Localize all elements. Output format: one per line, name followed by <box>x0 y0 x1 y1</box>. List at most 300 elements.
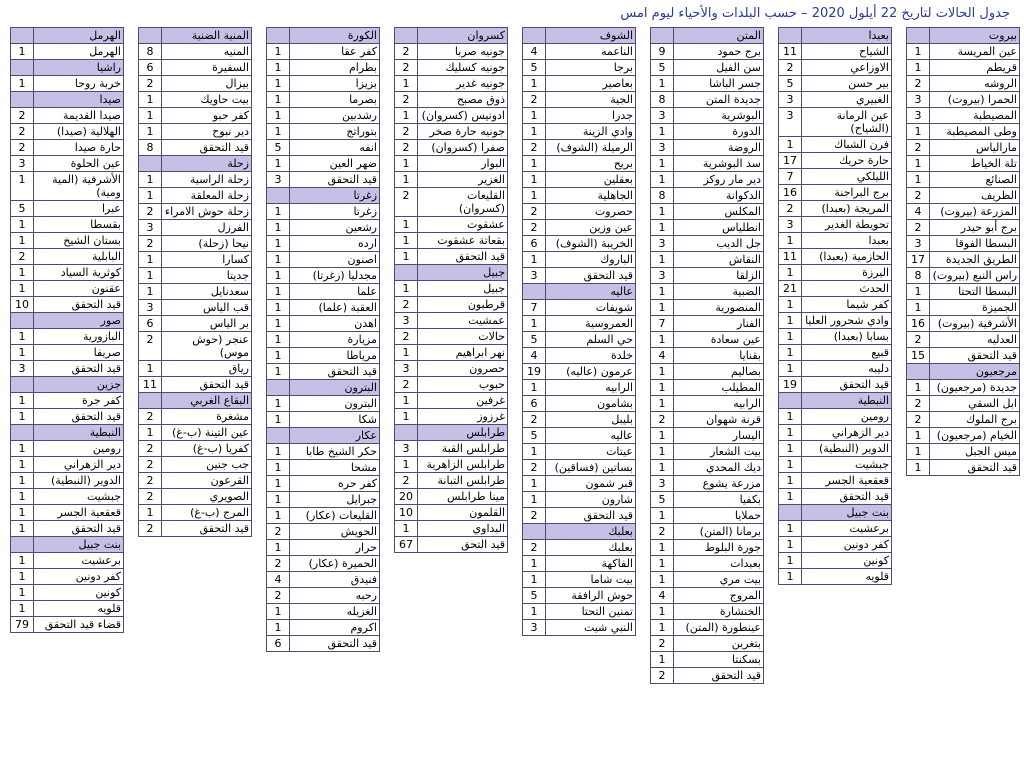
page-title: جدول الحالات لتاريخ 22 أيلول 2020 – حسب البلدات والأحياء ليوم امس <box>620 6 1010 21</box>
case-count <box>11 28 33 43</box>
case-count: 1 <box>786 570 794 583</box>
table-row <box>523 540 635 556</box>
region-header-row <box>395 28 507 44</box>
town-name: مرياطا <box>289 348 379 363</box>
case-count: 2 <box>530 141 538 154</box>
table-row <box>139 457 251 473</box>
table-row <box>651 268 763 284</box>
table-row <box>907 92 1019 108</box>
town-name: كوثرية السياد <box>33 265 123 280</box>
region-name: النبطية <box>801 393 891 408</box>
table-row <box>651 108 763 124</box>
table-row <box>907 316 1019 332</box>
town-name: كفر جرة <box>33 393 123 408</box>
table-row <box>651 92 763 108</box>
case-count: 5 <box>530 333 538 346</box>
table-row <box>139 332 251 361</box>
table-row <box>523 588 635 604</box>
table-row <box>523 460 635 476</box>
case-count: 17 <box>783 154 797 167</box>
town-name: عين المريسة <box>929 44 1019 59</box>
table-row <box>11 201 123 217</box>
table-row <box>395 233 507 249</box>
case-count: 11 <box>783 45 797 58</box>
table-row <box>651 604 763 620</box>
table-row <box>11 281 123 297</box>
table-row <box>11 553 123 569</box>
town-name: قيد التحقق <box>33 521 123 536</box>
table-row <box>267 156 379 172</box>
table-row <box>651 124 763 140</box>
town-name: الخريبة (الشوف) <box>545 236 635 251</box>
table-row <box>907 380 1019 396</box>
table-row <box>267 412 379 428</box>
case-count: 1 <box>658 397 666 410</box>
town-name: الحمرا (بيروت) <box>929 92 1019 107</box>
table-row <box>523 172 635 188</box>
case-count: 2 <box>402 45 410 58</box>
table-row <box>139 124 251 140</box>
town-name: القرعون <box>161 473 251 488</box>
region-header-row <box>139 28 251 44</box>
table-column-6 <box>266 27 380 652</box>
town-name: بر الياس <box>161 316 251 331</box>
town-name: عبرا <box>33 201 123 216</box>
case-count: 1 <box>402 346 410 359</box>
table-row <box>139 361 251 377</box>
case-count <box>11 313 33 328</box>
case-count: 1 <box>18 45 26 58</box>
table-row <box>651 636 763 652</box>
case-count: 1 <box>146 109 154 122</box>
region-name: المنية الضنية <box>161 28 251 43</box>
table-row <box>395 76 507 92</box>
case-count: 1 <box>786 554 794 567</box>
case-count <box>395 265 417 280</box>
town-name: عاليه <box>545 428 635 443</box>
town-name: الناعمه <box>545 44 635 59</box>
region-header-row <box>11 425 123 441</box>
region-header-row <box>395 425 507 441</box>
town-name: راس النبع (بيروت) <box>929 268 1019 283</box>
case-count: 1 <box>18 570 26 583</box>
town-name: القليعات (عكار) <box>289 508 379 523</box>
town-name: الهلالية (صيدا) <box>33 124 123 139</box>
town-name: جورة البلوط <box>673 540 763 555</box>
table-row <box>267 300 379 316</box>
case-count: 2 <box>146 490 154 503</box>
case-count: 6 <box>274 637 282 650</box>
town-name: حالات <box>417 329 507 344</box>
table-row <box>139 204 251 220</box>
case-count: 6 <box>146 61 154 74</box>
case-count: 2 <box>530 461 538 474</box>
table-row <box>395 172 507 188</box>
table-row <box>907 412 1019 428</box>
town-name: برعشيت <box>801 521 891 536</box>
town-name: المريجة (بعبدا) <box>801 201 891 216</box>
case-count: 1 <box>786 538 794 551</box>
case-count: 1 <box>146 253 154 266</box>
table-row <box>11 140 123 156</box>
case-count: 2 <box>146 458 154 471</box>
table-row <box>651 652 763 668</box>
table-row <box>779 329 891 345</box>
table-row <box>779 76 891 92</box>
case-count: 3 <box>530 269 538 282</box>
town-name: الزلقا <box>673 268 763 283</box>
case-count: 1 <box>658 285 666 298</box>
table-row <box>395 313 507 329</box>
case-count: 1 <box>146 362 154 375</box>
case-count <box>907 28 929 43</box>
region-header-row <box>267 428 379 444</box>
case-count: 1 <box>18 602 26 615</box>
region-name: طرابلس <box>417 425 507 440</box>
case-count <box>11 537 33 552</box>
region-header-row <box>139 393 251 409</box>
table-row <box>907 460 1019 475</box>
town-name: النبي شيت <box>545 620 635 635</box>
table-row <box>523 188 635 204</box>
town-name: المرج (ب-غ) <box>161 505 251 520</box>
case-count: 3 <box>402 442 410 455</box>
town-name: مينا طرابلس <box>417 489 507 504</box>
table-row <box>139 505 251 521</box>
case-count: 2 <box>146 333 154 346</box>
case-count: 1 <box>146 189 154 202</box>
table-column-4 <box>522 27 636 636</box>
case-count: 1 <box>18 234 26 247</box>
case-count: 1 <box>402 234 410 247</box>
town-name: بسابا (بعبدا) <box>801 329 891 344</box>
case-count: 5 <box>786 77 794 90</box>
town-name: علما <box>289 284 379 299</box>
table-row <box>139 92 251 108</box>
table-row <box>651 428 763 444</box>
table-row <box>907 268 1019 284</box>
town-name: اكروم <box>289 620 379 635</box>
table-row <box>779 409 891 425</box>
town-name: حوش الرافقة <box>545 588 635 603</box>
region-name: زحلة <box>161 156 251 171</box>
case-count: 3 <box>914 93 922 106</box>
town-name: البداوي <box>417 521 507 536</box>
table-row <box>523 108 635 124</box>
region-name: بنت جبيل <box>801 505 891 520</box>
town-name: المصيطبة <box>929 108 1019 123</box>
case-count: 7 <box>658 317 666 330</box>
case-count: 1 <box>18 282 26 295</box>
town-name: وطى المصيطبة <box>929 124 1019 139</box>
town-name: نيحا (زحلة) <box>161 236 251 251</box>
town-name: جونيه صربا <box>417 44 507 59</box>
town-name: الرابيه <box>545 380 635 395</box>
town-name: المنصورية <box>673 300 763 315</box>
case-count: 8 <box>658 93 666 106</box>
case-count: 3 <box>658 141 666 154</box>
table-row <box>651 188 763 204</box>
table-row <box>11 265 123 281</box>
case-count: 10 <box>15 298 29 311</box>
town-name: بصاليم <box>673 364 763 379</box>
table-row <box>11 393 123 409</box>
table-row <box>395 441 507 457</box>
case-count: 1 <box>18 77 26 90</box>
table-row <box>907 188 1019 204</box>
town-name: الدوير (النبطية) <box>33 473 123 488</box>
town-name: حصرون <box>417 361 507 376</box>
table-row <box>395 249 507 265</box>
region-name: النبطية <box>33 425 123 440</box>
case-count: 1 <box>914 61 922 74</box>
town-name: قبر شمون <box>545 476 635 491</box>
town-name: رياق <box>161 361 251 376</box>
case-count: 1 <box>658 173 666 186</box>
case-count: 1 <box>658 253 666 266</box>
case-count: 3 <box>274 173 282 186</box>
case-count: 1 <box>786 346 794 359</box>
town-name: اليرزة <box>801 265 891 280</box>
town-name: تمنين التحتا <box>545 604 635 619</box>
case-count: 2 <box>146 77 154 90</box>
town-name: رومين <box>801 409 891 424</box>
case-count: 1 <box>274 493 282 506</box>
town-name: حصروت <box>545 204 635 219</box>
case-count <box>139 28 161 43</box>
table-row <box>651 476 763 492</box>
town-name: بكفيا <box>673 492 763 507</box>
town-name: مجدليا (زغرتا) <box>289 268 379 283</box>
town-name: حارة صيدا <box>33 140 123 155</box>
table-row <box>139 284 251 300</box>
table-row <box>779 313 891 329</box>
town-name: بريح <box>545 156 635 171</box>
case-count: 1 <box>274 285 282 298</box>
case-count: 2 <box>402 298 410 311</box>
table-row <box>11 297 123 313</box>
town-name: بشامون <box>545 396 635 411</box>
case-count: 1 <box>274 349 282 362</box>
case-count: 1 <box>658 157 666 170</box>
town-name: بقسطا <box>33 217 123 232</box>
table-row <box>395 329 507 345</box>
case-count: 2 <box>402 378 410 391</box>
case-count: 1 <box>530 109 538 122</box>
table-row <box>267 396 379 412</box>
case-count: 1 <box>530 317 538 330</box>
table-row <box>523 348 635 364</box>
table-row <box>651 204 763 220</box>
town-name: خربة روحا <box>33 76 123 91</box>
table-row <box>267 236 379 252</box>
table-row <box>139 44 251 60</box>
town-name: جسر الباشا <box>673 76 763 91</box>
case-count: 3 <box>658 237 666 250</box>
region-name: صيدا <box>33 92 123 107</box>
town-name: صريفا <box>33 345 123 360</box>
table-row <box>907 140 1019 156</box>
case-count: 1 <box>18 586 26 599</box>
region-name: الكورة <box>289 28 379 43</box>
table-row <box>11 585 123 601</box>
case-count: 1 <box>274 605 282 618</box>
case-count: 20 <box>399 490 413 503</box>
table-row <box>395 537 507 552</box>
table-row <box>779 92 891 108</box>
table-row <box>11 601 123 617</box>
case-count: 5 <box>658 493 666 506</box>
case-count <box>779 393 801 408</box>
town-name: بزيزا <box>289 76 379 91</box>
case-count: 2 <box>146 474 154 487</box>
town-name: جبيل <box>417 281 507 296</box>
town-name: الروشه <box>929 76 1019 91</box>
case-count: 2 <box>402 141 410 154</box>
region-header-row <box>11 60 123 76</box>
town-name: ابل السقي <box>929 396 1019 411</box>
town-name: بعاصير <box>545 76 635 91</box>
case-count: 8 <box>146 141 154 154</box>
table-column-7 <box>138 27 252 537</box>
case-count <box>523 524 545 539</box>
town-name: العمروسية <box>545 316 635 331</box>
town-name: الحدث <box>801 281 891 296</box>
case-count: 3 <box>146 301 154 314</box>
case-count: 4 <box>530 349 538 362</box>
case-count: 1 <box>18 554 26 567</box>
town-name: قيد التحقق <box>33 409 123 424</box>
region-name: صور <box>33 313 123 328</box>
town-name: قيد التحقق <box>417 249 507 264</box>
table-row <box>11 345 123 361</box>
case-count: 1 <box>274 205 282 218</box>
region-name: الشوف <box>545 28 635 43</box>
case-count: 6 <box>530 397 538 410</box>
town-name: ذوق مصبح <box>417 92 507 107</box>
case-count: 3 <box>18 157 26 170</box>
table-row <box>139 268 251 284</box>
table-row <box>651 316 763 332</box>
table-row <box>651 172 763 188</box>
town-name: القليعات (كسروان) <box>417 188 507 216</box>
case-count: 1 <box>274 93 282 106</box>
region-name: بعلبك <box>545 524 635 539</box>
region-name: زغرتا <box>289 188 379 203</box>
case-count: 2 <box>914 77 922 90</box>
town-name: جديدة (مرجعيون) <box>929 380 1019 395</box>
town-name: رشعين <box>289 220 379 235</box>
table-row <box>11 156 123 172</box>
case-count: 1 <box>658 621 666 634</box>
town-name: دير الزهراني <box>801 425 891 440</box>
table-row <box>267 220 379 236</box>
town-name: بتغرين <box>673 636 763 651</box>
table-row <box>267 92 379 108</box>
town-name: شكا <box>289 412 379 427</box>
case-count: 1 <box>18 330 26 343</box>
case-count: 2 <box>402 93 410 106</box>
region-header-row <box>907 28 1019 44</box>
case-count: 2 <box>914 413 922 426</box>
town-name: الاوزاعي <box>801 60 891 75</box>
town-name: المنيه <box>161 44 251 59</box>
table-row <box>395 217 507 233</box>
case-count: 19 <box>783 378 797 391</box>
case-count: 11 <box>143 378 157 391</box>
table-row <box>779 185 891 201</box>
table-row <box>523 332 635 348</box>
table-row <box>267 444 379 460</box>
town-name: حرار <box>289 540 379 555</box>
case-count <box>395 425 417 440</box>
case-count: 1 <box>786 314 794 327</box>
town-name: المزرعة (بيروت) <box>929 204 1019 219</box>
table-row <box>11 233 123 249</box>
case-count: 1 <box>658 205 666 218</box>
case-count: 1 <box>786 410 794 423</box>
table-row <box>139 409 251 425</box>
case-count: 1 <box>914 381 922 394</box>
table-row <box>523 300 635 316</box>
table-row <box>267 284 379 300</box>
town-name: الحازمية (بعبدا) <box>801 249 891 264</box>
region-header-row <box>779 505 891 521</box>
town-name: اهدن <box>289 316 379 331</box>
table-row <box>523 236 635 252</box>
town-name: حارة حريك <box>801 153 891 168</box>
table-row <box>779 377 891 393</box>
case-count: 1 <box>658 541 666 554</box>
region-header-row <box>267 28 379 44</box>
case-count: 2 <box>146 442 154 455</box>
table-row <box>267 556 379 572</box>
case-count: 1 <box>402 410 410 423</box>
case-count: 2 <box>146 237 154 250</box>
town-name: دير مار روكز <box>673 172 763 187</box>
town-name: حكر الشيخ طابا <box>289 444 379 459</box>
region-header-row <box>651 28 763 44</box>
town-name: دليبه <box>801 361 891 376</box>
town-name: كسارا <box>161 252 251 267</box>
town-name: قلويه <box>801 569 891 584</box>
town-name: قيد التحق <box>417 537 507 552</box>
town-name: قيد التحقق <box>545 508 635 523</box>
table-row <box>139 377 251 393</box>
case-count: 1 <box>18 266 26 279</box>
town-name: الخيام (مرجعيون) <box>929 428 1019 443</box>
town-name: رحبه <box>289 588 379 603</box>
case-count: 2 <box>530 541 538 554</box>
town-name: عين التينة (ب-غ) <box>161 425 251 440</box>
table-row <box>395 188 507 217</box>
town-name: كفر حره <box>289 476 379 491</box>
case-count: 2 <box>146 410 154 423</box>
table-row <box>523 252 635 268</box>
case-count: 1 <box>274 477 282 490</box>
table-row <box>267 492 379 508</box>
table-row <box>907 236 1019 252</box>
case-count: 1 <box>146 506 154 519</box>
table-row <box>523 620 635 635</box>
case-count <box>267 28 289 43</box>
region-header-row <box>523 28 635 44</box>
table-row <box>779 489 891 505</box>
case-count: 2 <box>658 525 666 538</box>
town-name: عينطورة (المتن) <box>673 620 763 635</box>
case-count <box>267 380 289 395</box>
table-row <box>907 204 1019 220</box>
